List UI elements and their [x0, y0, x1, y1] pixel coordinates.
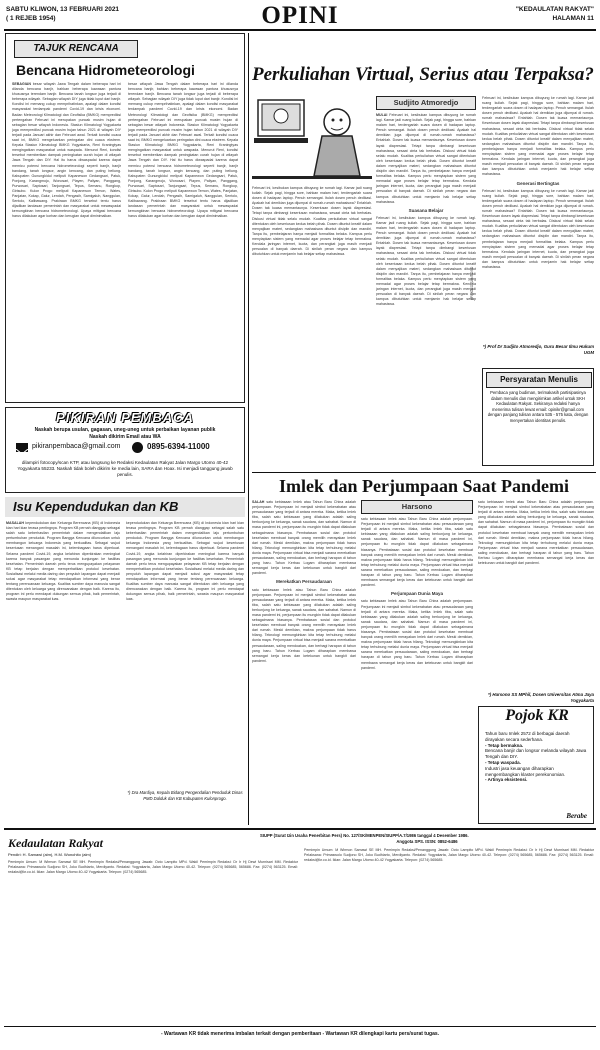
article1-body-col1 [252, 186, 372, 468]
envelope-icon [16, 443, 28, 452]
masthead-footer: - Wartawan KR tidak menerima imbalan terkait dengan pemberitaan - Wartawan KR dilengkapi kartu pers/surat tugas. [160, 1031, 440, 1037]
tajuk-body-col1 [12, 82, 121, 396]
pikiran-title: PIKIRAN PEMBACA [56, 410, 194, 425]
article1-col3 [482, 96, 594, 342]
article2-body-c: satu kebiasaan Imlek atau Tahun Baru China adalah perjumpaan. Perjumpaan ini menjadi simbol kekerabatan atau persaudaraan yang terjadi di antara mereka. Maka, ketika Imlek tiba, salah satu kebiasaan yang dilakukan adalah saling berkunjung ke keluarga, sanak saudara, dan sahabat. Namun di masa pandemi ini, perjumpaan itu mungkin tidak dapat dilakukan sebagaimana biasanya. Pembatasan sosial dan protokol kesehatan membuat banyak orang memilih merayakan Imlek dari rumah. Meski demikian, makna perjumpaan tidak harus hilang. Teknologi memungkinkan kita tetap terhubung melalui dunia maya. Perjumpaan virtual bisa menjadi sarana merekatkan persaudaraan, saling mendoakan, dan berbagi harapan di tahun yang baru. Tahun Kerbau Logam diharapkan membawa semangat kerja keras dan ketekunan untuk bangkit dari pandemi. [361, 599, 473, 670]
article2-body-d: satu kebiasaan Imlek atau Tahun Baru China adalah perjumpaan. Perjumpaan ini menjadi simbol kekerabatan atau persaudaraan yang terjadi di antara mereka. Maka, ketika Imlek tiba, salah satu kebiasaan yang dilakukan adalah saling berkunjung ke keluarga, sanak saudara, dan sahabat. Namun di masa pandemi ini, perjumpaan itu mungkin tidak dapat dilakukan sebagaimana biasanya. Pembatasan sosial dan protokol kesehatan membuat banyak orang memilih merayakan Imlek dari rumah. Meski demikian, makna perjumpaan tidak harus hilang. Teknologi memungkinkan kita tetap terhubung melalui dunia maya. Perjumpaan virtual bisa menjadi sarana merekatkan persaudaraan, saling mendoakan, dan berbagi harapan di tahun yang baru. Tahun Kerbau Logam diharapkan membawa semangat kerja keras dan ketekunan untuk bangkit dari pandemi. [478, 500, 594, 566]
cartoon-caption: KR/JOKO SANTOSO [470, 266, 474, 300]
article2-col2 [361, 500, 473, 822]
article1-body-c: Februari ini, kesibukan kampus dibuyung ke rumah lagi. Kamar jadi ruang kuliah. Sejak pagi, hingga sore, bahkan malam hari, terdengarlah suara dosen di hadapan laptop. Penuh semangat. Itulah dosen penuh dedikasi. Apakah hal demikian juga dijumpai di rumah-rumah mahasiswa? Entahlah. Dosen tak kuasa memantaunya. Keseriusan dosen layak diapresiasi. Tetapi tanpa dimbangi keseriusan mahasiswa, sesaat cinta tak berbalas. Diskusi virtual tidak selalu mudah. Kualitas perkuliahan virtual sangat ditentukan oleh keseriusan kedua belah pihak. Dosen dituntut kreatif dalam menyajikan materi, sedangkan mahasiswa dituntut disiplin dan mandiri. Tanpa itu, pembelajaran hanya menjadi formalitas belaka. Kampus perlu menyiapkan sistem yang memadai agar proses belajar tetap bermakna. Kendala jaringan internet, kuota, dan perangkat juga masih menjadi persoalan di banyak daerah. Di sinilah peran negara dan kampus dibutuhkan untuk menjamin hak belajar setiap mahasiswa. [482, 96, 594, 177]
masthead-founders: Pendiri: H. Samawi (alm), H.M. Wonohito (alm) [8, 852, 92, 857]
pikiran-sub2: Naskah dikirim Email atau WA [89, 434, 161, 440]
kb-body-col1 [6, 521, 120, 821]
article2-body-b: satu kebiasaan Imlek atau Tahun Baru China adalah perjumpaan. Perjumpaan ini menjadi simbol kekerabatan atau persaudaraan yang terjadi di antara mereka. Maka, ketika Imlek tiba, salah satu kebiasaan yang dilakukan adalah saling berkunjung ke keluarga, sanak saudara, dan sahabat. Namun di masa pandemi ini, perjumpaan itu mungkin tidak dapat dilakukan sebagaimana biasanya. Pembatasan sosial dan protokol kesehatan membuat banyak orang memilih merayakan Imlek dari rumah. Meski demikian, makna perjumpaan tidak harus hilang. Teknologi memungkinkan kita tetap terhubung melalui dunia maya. Perjumpaan virtual bisa menjadi sarana merekatkan persaudaraan, saling mendoakan, dan berbagi harapan di tahun yang baru. Tahun Kerbau Logam diharapkan membawa semangat kerja keras dan ketekunan untuk bangkit dari pandemi. [361, 517, 473, 588]
persyaratan-box [482, 368, 594, 466]
masthead-siup: SIUPP (Surat Izin Usaha Penerbitan Pers) No. 127/SK/MENPEN/SIUPP/A.7/1986 tanggal 4 Desember 1986. [260, 833, 469, 838]
article1-body-d: Februari ini, kesibukan kampus dibuyung ke rumah lagi. Kamar jadi ruang kuliah. Sejak pagi, hingga sore, bahkan malam hari, terdengarlah suara dosen di hadapan laptop. Penuh semangat. Itulah dosen penuh dedikasi. Apakah hal demikian juga dijumpai di rumah-rumah mahasiswa? Entahlah. Dosen tak kuasa memantaunya. Keseriusan dosen layak diapresiasi. Tetapi tanpa dimbangi keseriusan mahasiswa, sesaat cinta tak berbalas. Diskusi virtual tidak selalu mudah. Kualitas perkuliahan virtual sangat ditentukan oleh keseriusan kedua belah pihak. Dosen dituntut kreatif dalam menyajikan materi, sedangkan mahasiswa dituntut disiplin dan mandiri. Tanpa itu, pembelajaran hanya menjadi formalitas belaka. Kampus perlu menyiapkan sistem yang memadai agar proses belajar tetap bermakna. Kendala jaringan internet, kuota, dan perangkat juga masih menjadi persoalan di banyak daerah. Di sinilah peran negara dan kampus dibutuhkan untuk menjamin hak belajar setiap mahasiswa. [482, 188, 594, 269]
article2-signature: *) Harsono SS MPhil, Dosen Universitas Atma Jaya Yogyakarta [488, 692, 594, 703]
article1-lead: MULAI [376, 113, 388, 117]
tajuk-box [5, 33, 245, 403]
article1-body: Februari ini, kesibukan kampus dibuyung ke rumah lagi. Kamar jadi ruang kuliah. Sejak pagi, hingga sore, bahkan malam hari, terdengarlah suara dosen di hadapan laptop. Penuh semangat. Itulah dosen penuh dedikasi. Apakah hal demikian juga dijumpai di rumah-rumah mahasiswa? Entahlah. Dosen tak kuasa memantaunya. Keseriusan dosen layak diapresiasi. Tetapi tanpa dimbangi keseriusan mahasiswa, sesaat cinta tak berbalas. Diskusi virtual tidak selalu mudah. Kualitas perkuliahan virtual sangat ditentukan oleh keseriusan kedua belah pihak. Dosen dituntut kreatif dalam menyajikan materi, sedangkan mahasiswa dituntut disiplin dan mandiri. Tanpa itu, pembelajaran hanya menjadi formalitas belaka. Kampus perlu menyiapkan sistem yang memadai agar proses belajar tetap bermakna. Kendala jaringan internet, kuota, dan perangkat juga masih menjadi persoalan di banyak daerah. Di sinilah peran negara dan kampus dibutuhkan untuk menjamin hak belajar setiap mahasiswa. [376, 113, 476, 204]
header-rule [4, 29, 596, 31]
masthead-members: Anggota SPS. ISSN: 0852-6486 [396, 839, 458, 844]
article1-subhead1: Suasana Belajar [408, 207, 444, 213]
article2-lead: SALAH [252, 500, 265, 504]
persyaratan-body: Pembaca yang budiman, terimakasih partisipasinya dalam menulis dan mengirimkan artikel untuk SKH Kedaulatan Rakyat. Sekiranya redaksi hanya menerima tulisan lewat email: opinikr@gmail.com dengan panjang tulisan antara 535 - 575 kata, dengan menyertakan identitas penulis. [487, 390, 589, 423]
article2-col1 [252, 500, 356, 822]
tajuk-title: Bencana Hidrometeorologi [16, 62, 195, 78]
footer-rule [4, 1026, 596, 1027]
pojok-item: - Artinya eksistensi. [485, 777, 528, 783]
pikiran-sub1: Naskah berupa usulan, gagasan, uneg-uneg untuk perbaikan layanan publik [34, 427, 216, 433]
pikiran-phone[interactable]: 0895-6394-11000 [147, 442, 210, 451]
pikiran-box [5, 407, 245, 493]
kb-body-cont: kependudukan dan Keluarga Berencana (KB) di Indonesia kian hari kian terasa pentingnya. Program KB pernah dianggap sebagai salah satu keberhasilan pemerintah dalam mengendalikan laju pertumbuhan penduduk. Program Bangga Kencana diluncurkan untuk membangun keluarga Indonesia yang berkualitas. Sebagai wujud keseriusan menangani masalah ini, kelembagaan harus diperkuat. Selama pandemi Covid-19, angka kelahiran diperkirakan meningkat karena banyak pasangan yang menunda kunjungan ke fasilitas kesehatan. Pemerintah daerah perlu terus mengupayakan pelayanan KB tetap berjalan dengan memperhatikan protokol kesehatan. Sosialisasi melalui media daring dan penyuluh lapangan dapat menjadi solusi agar masyarakat tetap mendapatkan informasi yang benar tentang perencanaan keluarga. Kualitas sumber daya manusia sangat ditentukan oleh keluarga yang direncanakan dengan baik. Karena itu, program ini perlu mendapat dukungan semua pihak, baik pemerintah, swasta maupun masyarakat luas. [126, 521, 244, 602]
article2-col3 [478, 500, 594, 690]
pojok-box [478, 706, 594, 824]
article2-title: Imlek dan Perjumpaan Saat Pandemi [278, 476, 570, 496]
article2-body-a: satu kebiasaan Imlek atau Tahun Baru China adalah perjumpaan. Perjumpaan ini menjadi simbol kekerabatan atau persaudaraan yang terjadi di antara mereka. Maka, ketika Imlek tiba, salah satu kebiasaan yang dilakukan adalah saling berkunjung ke keluarga, sanak saudara, dan sahabat. Namun di masa pandemi ini, perjumpaan itu mungkin tidak dapat dilakukan sebagaimana biasanya. Pembatasan sosial dan protokol kesehatan membuat banyak orang memilih merayakan Imlek dari rumah. Meski demikian, makna perjumpaan tidak harus hilang. Teknologi memungkinkan kita tetap terhubung melalui dunia maya. Perjumpaan virtual bisa menjadi sarana merekatkan persaudaraan, saling mendoakan, dan berbagi harapan di tahun yang baru. Tahun Kerbau Logam diharapkan membawa semangat kerja keras dan ketekunan untuk bangkit dari pandemi. [252, 587, 356, 663]
masthead-staff: Pemimpin Umum: M Wirmon Samawi SE MH. Pemimpin Redaksi/Penanggung Jawab: Octo Lampito MPd. Wakil Pemimpin Redaksi: Dr Ir Hj Dewi Murnisari MM. Redaktur Pelaksana: Primaswolo Sudjono SH, Joko Budhiarto, Merdiyanto. Redaksi: Yogyakarta, Jalan Margo Utomo 40-42. Telepon: (0274) 565685, 565686. Fax: (0274) 563125. Email: redaksi@kr.co.id. Iklan: Jalan Margo Utomo 40-42 Yogyakarta. Telepon: (0274) 565685. [8, 860, 298, 874]
masthead-staff-cont: Pemimpin Umum: M Wirmon Samawi SE MH. Pemimpin Redaksi/Penanggung Jawab: Octo Lampito MPd. Wakil Pemimpin Redaksi: Dr Ir Hj Dewi Murnisari MM. Redaktur Pelaksana: Primaswolo Sudjono SH, Joko Budhiarto, Merdiyanto. Redaksi: Yogyakarta, Jalan Margo Utomo 40-42. Telepon: (0274) 565685, 565686. Fax: (0274) 563125. Email: redaksi@kr.co.id. Iklan: Jalan Margo Utomo 40-42 Yogyakarta. Telepon: (0274) 565685. [304, 848, 594, 862]
header-date: SABTU KLIWON, 13 FEBRUARI 2021 [6, 6, 120, 13]
tajuk-lead: SEBAGIAN [12, 82, 31, 86]
tajuk-body: besar wilayah Jawa Tengah dalam beberapa hari ini dilanda bencana banjir, bahkan beberapa kawasan pantura khususnya terendam banjir. Bencana tanah longsor juga terjadi di beberapa wilayah. Sebagian wilayah DIY juga tidak luput dari banjir. Kondisi ini memang cukup memprihatinkan, apalagi dalam kondisi masyarakat terdampak pandemi Covid-19 dan krisis ekonomi. Badan Meteorologi Klimatologi dan Geofisika (BMKG) memprediksi pertengahan Februari ini merupakan puncak musim hujan di sebagian besar wilayah Indonesia. Stasiun Klimatologi Yogyakarta juga memprediksi puncak musim hujan tahun 2021 di wilayah DIY terjadi pada Januari akhir dan Februari awal. Terkait kondisi cuaca saat ini, BMKG mengeluarkan peringatan dini cuaca ekstrem. Kepala Stasiun Klimatologi BMKG Yogyakarta, Reni Kraningtyas mengingatkan masyarakat untuk waspada. Menurut Reni, kondisi tersebut memberikan dampak peningkatan curah hujan di wilayah Jawa Tengah dan DIY. Hal itu harus diwaspadai karena dapat memicu potensi bencana hidrometeorologi seperti banjir, banjir bandang, tanah longsor, angin kencang, dan puting beliung. Kabupaten Gunungkidul meliputi Kapanewon Gedangsari, Patuk, Ponjong, Karangmojo, Wonosari, Playen, Paliyan, Panggang, Purwosari, Saptosari, Tanjungsari, Tepus, Semanu, Rongkop, Girisubo. Kulon Progo meliputi Kapanewon Temon, Wates, Panjatan, Kokap, Galur, Lendah, Pengasih, Samigaluh, Nanggulan, Sentolo, Kalibawang. Prakiraan BMKG tersebut tentu harus dijadikan landasan pemerintah dan masyarakat untuk mewaspadai kemungkinan bencana hidrometeorologi. Upaya mitigasi bencana harus dilakukan agar korban dan kerugian dapat diminimalkan. [12, 82, 121, 219]
pojok-item: Tahun baru Imlek 2572 di berbagai daerah dirayakan secara sederhana. [485, 731, 570, 742]
pojok-item: - Tetap bermakna. [485, 742, 524, 748]
article1-author: Sudjito Atmoredjo [376, 96, 476, 110]
header-paper: "KEDAULATAN RAKYAT" [515, 6, 594, 13]
pojok-item: - Tetap waspada. [485, 759, 521, 765]
kb-title: Isu Kependudukan dan KB [5, 497, 245, 517]
article1-title: Perkuliahan Virtual, Serius atau Terpaksa? [252, 64, 594, 85]
pojok-sign: Berabe [566, 812, 587, 820]
article-divider [252, 472, 596, 473]
tajuk-body-col2 [128, 82, 238, 396]
tajuk-label: TAJUK RENCANA [14, 40, 138, 58]
section-title: OPINI [261, 2, 339, 29]
pikiran-note: dilampiri fotocopy/scan KTP, atau langsung ke Redaksi Kedaulatan Rakyat Jalan Margo Utomo 40-42 Yogyakarta 55233. Naskah tidak boleh dikirim ke media lain, SARA dan Hoax. Isi menjadi tanggung jawab penulis. [17, 460, 233, 477]
header-page: HALAMAN 11 [552, 15, 594, 22]
cartoon-illustration [252, 92, 372, 182]
article1-subhead2: Generasi Bertingtas [516, 180, 560, 186]
kb-body-col2 [126, 521, 244, 785]
masthead-staff-col2 [304, 848, 594, 1020]
header-hijri: ( 1 REJEB 1954) [6, 15, 56, 22]
column-divider [248, 33, 249, 825]
pojok-item: Industri jasa keuangan diharapkan mengembangkan klaster perekonomian. [485, 765, 566, 777]
kb-body: kependudukan dan Keluarga Berencana (KB) di Indonesia kian hari kian terasa pentingnya. Program KB pernah dianggap sebagai salah satu keberhasilan pemerintah dalam mengendalikan laju pertumbuhan penduduk. Program Bangga Kencana diluncurkan untuk membangun keluarga Indonesia yang berkualitas. Sebagai wujud keseriusan menangani masalah ini, kelembagaan harus diperkuat. Selama pandemi Covid-19, angka kelahiran diperkirakan meningkat karena banyak pasangan yang menunda kunjungan ke fasilitas kesehatan. Pemerintah daerah perlu terus mengupayakan pelayanan KB tetap berjalan dengan memperhatikan protokol kesehatan. Sosialisasi melalui media daring dan penyuluh lapangan dapat menjadi solusi agar masyarakat tetap mendapatkan informasi yang benar tentang perencanaan keluarga. Kualitas sumber daya manusia sangat ditentukan oleh keluarga yang direncanakan dengan baik. Karena itu, program ini perlu mendapat dukungan semua pihak, baik pemerintah, swasta maupun masyarakat luas. [6, 521, 120, 602]
masthead-name: Kedaulatan Rakyat [8, 836, 104, 850]
pojok-list [485, 731, 589, 783]
kb-lead: MASALAH [6, 521, 24, 525]
article2-subhead1: Merekatkan Persaudaraan [276, 579, 332, 585]
pojok-item: Bencana banjir dan longsor melanda wilayah Jawa Tengah dan DIY. [485, 748, 587, 760]
persyaratan-title: Persyaratan Menulis [486, 372, 592, 388]
pojok-title: Pojok KR [505, 707, 569, 724]
kb-signature: *) Dra Mardiya, Kepala Bidang Pengendalian Penduduk Dinas PMD Dalduk dan KB Kabupaten Kulonprogo. [127, 790, 243, 801]
article2-body: satu kebiasaan Imlek atau Tahun Baru China adalah perjumpaan. Perjumpaan ini menjadi simbol kekerabatan atau persaudaraan yang terjadi di antara mereka. Maka, ketika Imlek tiba, salah satu kebiasaan yang dilakukan adalah saling berkunjung ke keluarga, sanak saudara, dan sahabat. Namun di masa pandemi ini, perjumpaan itu mungkin tidak dapat dilakukan sebagaimana biasanya. Pembatasan sosial dan protokol kesehatan membuat banyak orang memilih merayakan Imlek dari rumah. Meski demikian, makna perjumpaan tidak harus hilang. Teknologi memungkinkan kita tetap terhubung melalui dunia maya. Perjumpaan virtual bisa menjadi sarana merekatkan persaudaraan, saling mendoakan, dan berbagi harapan di tahun yang baru. Tahun Kerbau Logam diharapkan membawa semangat kerja keras dan ketekunan untuk bangkit dari pandemi. [252, 500, 356, 576]
article2-subhead2: Perjumpaan Dunia Maya [390, 591, 444, 597]
pikiran-email[interactable]: pikiranpembaca@gmail.com [32, 443, 121, 450]
article1-body-b: Februari ini, kesibukan kampus dibuyung ke rumah lagi. Kamar jadi ruang kuliah. Sejak pagi, hingga sore, bahkan malam hari, terdengarlah suara dosen di hadapan laptop. Penuh semangat. Itulah dosen penuh dedikasi. Apakah hal demikian juga dijumpai di rumah-rumah mahasiswa? Entahlah. Dosen tak kuasa memantaunya. Keseriusan dosen layak diapresiasi. Tetapi tanpa dimbangi keseriusan mahasiswa, sesaat cinta tak berbalas. Diskusi virtual tidak selalu mudah. Kualitas perkuliahan virtual sangat ditentukan oleh keseriusan kedua belah pihak. Dosen dituntut kreatif dalam menyajikan materi, sedangkan mahasiswa dituntut disiplin dan mandiri. Tanpa itu, pembelajaran hanya menjadi formalitas belaka. Kampus perlu menyiapkan sistem yang memadai agar proses belajar tetap bermakna. Kendala jaringan internet, kuota, dan perangkat juga masih menjadi persoalan di banyak daerah. Di sinilah peran negara dan kampus dibutuhkan untuk menjamin hak belajar setiap mahasiswa. [376, 215, 476, 307]
article2-author: Harsono [361, 500, 473, 514]
phone-icon [132, 442, 143, 453]
masthead-rule [4, 828, 596, 830]
tajuk-body-cont: besar wilayah Jawa Tengah dalam beberapa hari ini dilanda bencana banjir, bahkan beberapa kawasan pantura khususnya terendam banjir. Bencana tanah longsor juga terjadi di beberapa wilayah. Sebagian wilayah DIY juga tidak luput dari banjir. Kondisi ini memang cukup memprihatinkan, apalagi dalam kondisi masyarakat terdampak pandemi Covid-19 dan krisis ekonomi. Badan Meteorologi Klimatologi dan Geofisika (BMKG) memprediksi pertengahan Februari ini merupakan puncak musim hujan di sebagian besar wilayah Indonesia. Stasiun Klimatologi Yogyakarta juga memprediksi puncak musim hujan tahun 2021 di wilayah DIY terjadi pada Januari akhir dan Februari awal. Terkait kondisi cuaca saat ini, BMKG mengeluarkan peringatan dini cuaca ekstrem. Kepala Stasiun Klimatologi BMKG Yogyakarta, Reni Kraningtyas mengingatkan masyarakat untuk waspada. Menurut Reni, kondisi tersebut memberikan dampak peningkatan curah hujan di wilayah Jawa Tengah dan DIY. Hal itu harus diwaspadai karena dapat memicu potensi bencana hidrometeorologi seperti banjir, banjir bandang, tanah longsor, angin kencang, dan puting beliung. Kabupaten Gunungkidul meliputi Kapanewon Gedangsari, Patuk, Ponjong, Karangmojo, Wonosari, Playen, Paliyan, Panggang, Purwosari, Saptosari, Tanjungsari, Tepus, Semanu, Rongkop, Girisubo. Kulon Progo meliputi Kapanewon Temon, Wates, Panjatan, Kokap, Galur, Lendah, Pengasih, Samigaluh, Nanggulan, Sentolo, Kalibawang. Prakiraan BMKG tersebut tentu harus dijadikan landasan pemerintah dan masyarakat untuk mewaspadai kemungkinan bencana hidrometeorologi. Upaya mitigasi bencana harus dilakukan agar korban dan kerugian dapat diminimalkan. [128, 82, 238, 219]
masthead-staff-col1 [8, 860, 298, 1020]
article1-lead-col [376, 96, 476, 468]
article1-body-a: Februari ini, kesibukan kampus dibuyung ke rumah lagi. Kamar jadi ruang kuliah. Sejak pagi, hingga sore, bahkan malam hari, terdengarlah suara dosen di hadapan laptop. Penuh semangat. Itulah dosen penuh dedikasi. Apakah hal demikian juga dijumpai di rumah-rumah mahasiswa? Entahlah. Dosen tak kuasa memantaunya. Keseriusan dosen layak diapresiasi. Tetapi tanpa dimbangi keseriusan mahasiswa, sesaat cinta tak berbalas. Diskusi virtual tidak selalu mudah. Kualitas perkuliahan virtual sangat ditentukan oleh keseriusan kedua belah pihak. Dosen dituntut kreatif dalam menyajikan materi, sedangkan mahasiswa dituntut disiplin dan mandiri. Tanpa itu, pembelajaran hanya menjadi formalitas belaka. Kampus perlu menyiapkan sistem yang memadai agar proses belajar tetap bermakna. Kendala jaringan internet, kuota, dan perangkat juga masih menjadi persoalan di banyak daerah. Di sinilah peran negara dan kampus dibutuhkan untuk menjamin hak belajar setiap mahasiswa. [252, 186, 372, 257]
article1-signature: *) Prof Dr Sudjito Atmoredjo, Guru Besar Ilmu Hukum UGM [482, 344, 594, 355]
